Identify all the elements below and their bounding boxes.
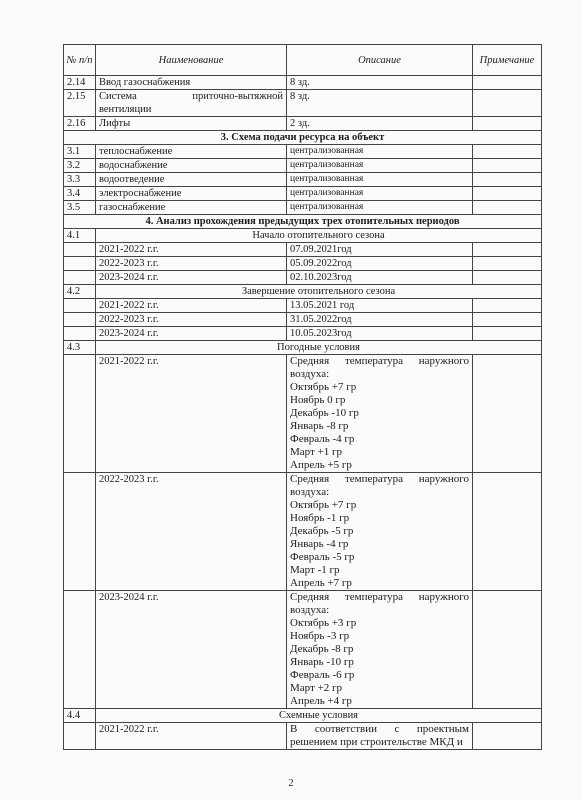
row-name: газоснабжение (96, 201, 287, 215)
weather-desc (287, 473, 473, 591)
table-row (64, 117, 542, 131)
row-desc: централизованная (287, 145, 473, 159)
row-num (64, 271, 96, 285)
row-num: 2.15 (64, 90, 96, 117)
table-row (64, 327, 542, 341)
section-heading-row (64, 131, 542, 145)
section-4-title: 4. Анализ прохождения предыдущих трех отопительных периодов (64, 215, 542, 229)
weather-month: Декабрь -8 гр (290, 643, 354, 655)
row-note (473, 173, 542, 187)
row-desc: централизованная (287, 173, 473, 187)
weather-month: Январь -8 гр (290, 420, 349, 432)
row-desc: централизованная (287, 187, 473, 201)
row-date: 02.10.2023год (287, 271, 473, 285)
header-num: № п/п (64, 45, 96, 76)
row-period: 2022-2023 г.г. (96, 313, 287, 327)
table-row (64, 173, 542, 187)
row-num (64, 723, 96, 750)
row-note (473, 90, 542, 117)
weather-month: Март +2 гр (290, 682, 343, 694)
page-number: 2 (288, 778, 294, 789)
header-row (64, 45, 542, 76)
weather-month: Март +1 гр (290, 446, 343, 458)
weather-month: Апрель +4 гр (290, 695, 352, 707)
weather-month: Март -1 гр (290, 564, 340, 576)
weather-month: Январь -4 гр (290, 538, 349, 550)
section-heading-row (64, 215, 542, 229)
row-num (64, 243, 96, 257)
row-name: Лифты (96, 117, 287, 131)
row-period: 2022-2023 г.г. (96, 473, 287, 591)
scheme-line: решением при строительстве МКД и (290, 736, 463, 748)
row-note (473, 257, 542, 271)
weather-month: Октябрь +7 гр (290, 381, 357, 393)
table-row (64, 271, 542, 285)
row-note (473, 313, 542, 327)
resource-table (63, 44, 542, 750)
row-note (473, 243, 542, 257)
row-num (64, 313, 96, 327)
row-num (64, 299, 96, 313)
row-note (473, 187, 542, 201)
row-note (473, 355, 542, 473)
row-note (473, 327, 542, 341)
table-row (64, 257, 542, 271)
row-note (473, 117, 542, 131)
row-note (473, 473, 542, 591)
table-row (64, 243, 542, 257)
section-3-title: 3. Схема подачи ресурса на объект (64, 131, 542, 145)
row-period: 2023-2024 г.г. (96, 591, 287, 709)
weather-month: Декабрь -10 гр (290, 407, 359, 419)
row-note (473, 145, 542, 159)
row-name: Ввод газоснабжения (96, 76, 287, 90)
weather-intro: Средняя температура наружного (290, 355, 469, 367)
row-note (473, 159, 542, 173)
weather-row (64, 473, 542, 591)
row-period: 2023-2024 г.г. (96, 271, 287, 285)
weather-month: Ноябрь -3 гр (290, 630, 350, 642)
row-num: 4.4 (64, 709, 96, 723)
row-note (473, 723, 542, 750)
row-num: 2.16 (64, 117, 96, 131)
row-num: 3.1 (64, 145, 96, 159)
row-note (473, 591, 542, 709)
row-name: водоснабжение (96, 159, 287, 173)
row-date: 05.09.2022год (287, 257, 473, 271)
row-desc: 8 зд. (287, 90, 473, 117)
row-date: 13.05.2021 год (287, 299, 473, 313)
table-row (64, 723, 542, 750)
row-note (473, 76, 542, 90)
row-num: 2.14 (64, 76, 96, 90)
table-row (64, 76, 542, 90)
table-row (64, 299, 542, 313)
row-num: 3.3 (64, 173, 96, 187)
row-date: 31.05.2022год (287, 313, 473, 327)
row-desc: централизованная (287, 159, 473, 173)
row-name: электроснабжение (96, 187, 287, 201)
row-period: 2021-2022 г.г. (96, 243, 287, 257)
row-num: 3.2 (64, 159, 96, 173)
row-date: 10.05.2023год (287, 327, 473, 341)
weather-intro: Средняя температура наружного (290, 473, 469, 485)
row-desc: 2 зд. (287, 117, 473, 131)
subsection-row (64, 285, 542, 299)
weather-month: Апрель +7 гр (290, 577, 352, 589)
weather-month: Февраль -5 гр (290, 551, 355, 563)
row-num: 3.5 (64, 201, 96, 215)
row-num (64, 327, 96, 341)
table-row (64, 187, 542, 201)
weather-intro2: воздуха: (290, 368, 330, 380)
table-row (64, 313, 542, 327)
header-note: Примечание (473, 45, 542, 76)
row-period: 2021-2022 г.г. (96, 355, 287, 473)
row-num: 4.3 (64, 341, 96, 355)
weather-desc (287, 591, 473, 709)
row-name: водоотведение (96, 173, 287, 187)
row-num: 3.4 (64, 187, 96, 201)
scheme-line: В соответствии с проектным (290, 723, 469, 735)
row-period: 2021-2022 г.г. (96, 723, 287, 750)
weather-month: Ноябрь -1 гр (290, 512, 350, 524)
header-name: Наименование (96, 45, 287, 76)
weather-month: Декабрь -5 гр (290, 525, 354, 537)
weather-month: Октябрь +7 гр (290, 499, 357, 511)
subsection-row (64, 709, 542, 723)
weather-intro2: воздуха: (290, 486, 330, 498)
table-row (64, 159, 542, 173)
row-num (64, 355, 96, 473)
row-note (473, 201, 542, 215)
subsection-label: Погодные условия (96, 341, 542, 355)
weather-month: Февраль -4 гр (290, 433, 355, 445)
row-num (64, 591, 96, 709)
subsection-label: Схемные условия (96, 709, 542, 723)
row-period: 2022-2023 г.г. (96, 257, 287, 271)
scheme-desc (287, 723, 473, 750)
table-row (64, 145, 542, 159)
weather-month: Апрель +5 гр (290, 459, 352, 471)
row-date: 07.09.2021год (287, 243, 473, 257)
row-num: 4.1 (64, 229, 96, 243)
row-name: Система приточно-вытяжной вентиляции (96, 90, 287, 117)
subsection-label: Завершение отопительного сезона (96, 285, 542, 299)
weather-month: Ноябрь 0 гр (290, 394, 346, 406)
row-note (473, 299, 542, 313)
weather-intro2: воздуха: (290, 604, 330, 616)
row-note (473, 271, 542, 285)
weather-row (64, 355, 542, 473)
row-num (64, 473, 96, 591)
table-row (64, 201, 542, 215)
row-period: 2023-2024 г.г. (96, 327, 287, 341)
weather-month: Февраль -6 гр (290, 669, 355, 681)
row-name: теплоснабжение (96, 145, 287, 159)
header-desc: Описание (287, 45, 473, 76)
row-desc: 8 зд. (287, 76, 473, 90)
subsection-row (64, 229, 542, 243)
subsection-label: Начало отопительного сезона (96, 229, 542, 243)
weather-intro: Средняя температура наружного (290, 591, 469, 603)
row-period: 2021-2022 г.г. (96, 299, 287, 313)
weather-row (64, 591, 542, 709)
subsection-row (64, 341, 542, 355)
row-num (64, 257, 96, 271)
weather-month: Январь -10 гр (290, 656, 354, 668)
row-num: 4.2 (64, 285, 96, 299)
row-desc: централизованная (287, 201, 473, 215)
weather-month: Октябрь +3 гр (290, 617, 357, 629)
weather-desc (287, 355, 473, 473)
table-row (64, 90, 542, 117)
